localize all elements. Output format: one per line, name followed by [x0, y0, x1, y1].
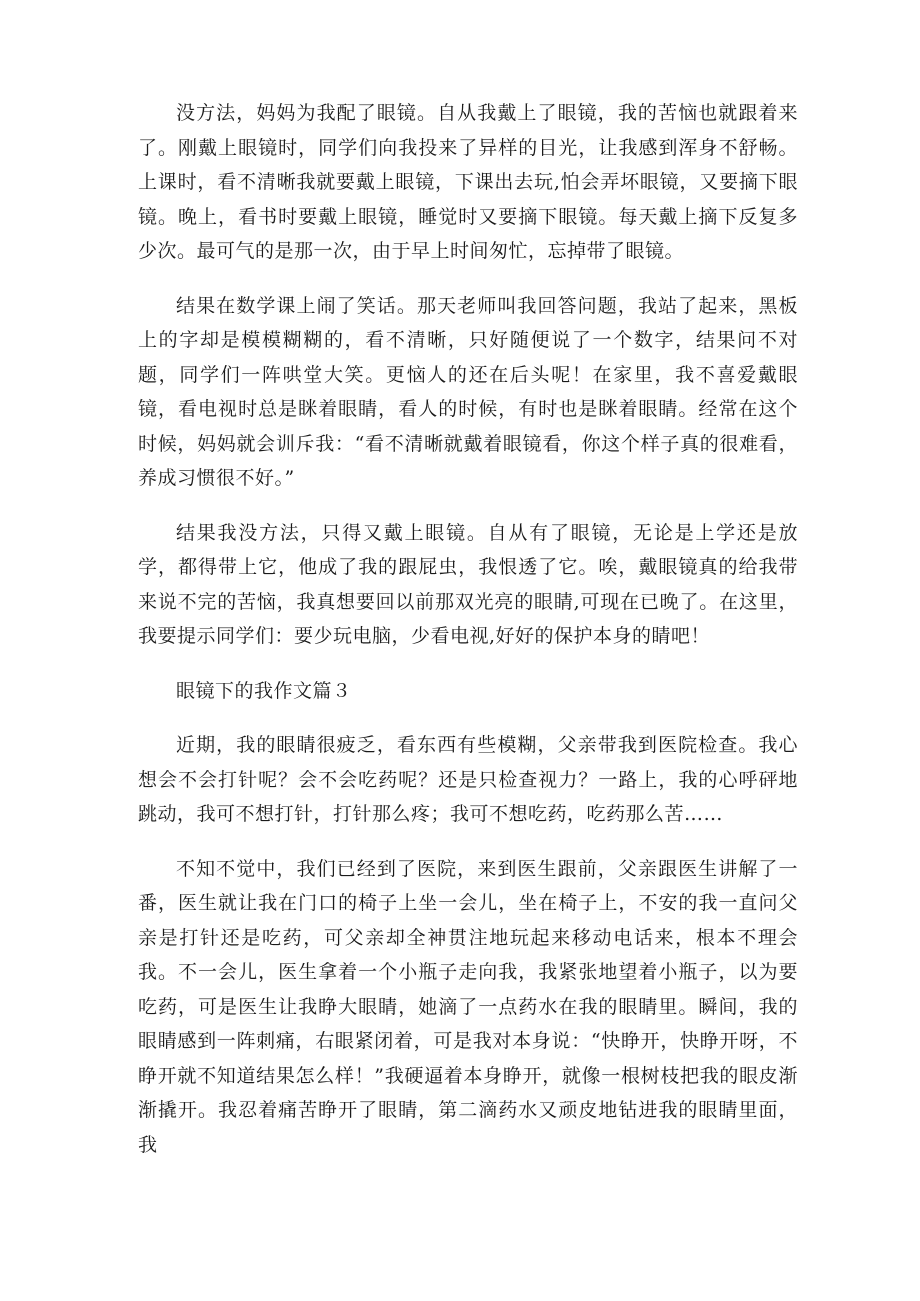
section-heading: 眼镜下的我作文篇３ [176, 679, 352, 702]
paragraph-3: 结果我没方法，只得又戴上眼镜。自从有了眼镜，无论是上学还是放学，都得带上它，他成了我的跟屁虫，我恨透了它。唉，戴眼镜真的给我带来说不完的苦恼，我真想要回以前那双光亮的眼睛,可现在已晚了。在这里，我要提示同学们：要少玩电脑，少看电视,好好的保护本身的睛吧！ [138, 521, 798, 647]
document-body [138, 96, 798, 1182]
paragraph-1: 没方法，妈妈为我配了眼镜。自从我戴上了眼镜，我的苦恼也就跟着来了。刚戴上眼镜时，同学们向我投来了异样的目光，让我感到浑身不舒畅。上课时，看不清晰我就要戴上眼镜，下课出去玩,怕会弄坏眼镜，又要摘下眼镜。晚上，看书时要戴上眼镜，睡觉时又要摘下眼镜。每天戴上摘下反复多少次。最可气的是那一次，由于早上时间匆忙，忘掉带了眼镜。 [138, 102, 798, 262]
paragraph-4: 近期，我的眼睛很疲乏，看东西有些模糊，父亲带我到医院检查。我心想会不会打针呢？会不会吃药呢？还是只检查视力？一路上，我的心呼砰地跳动，我可不想打针，打针那么疼；我可不想吃药，吃药那么苦…… [138, 734, 798, 825]
paragraph-5: 不知不觉中，我们已经到了医院，来到医生跟前，父亲跟医生讲解了一番，医生就让我在门口的椅子上坐一会儿，坐在椅子上，不安的我一直问父亲是打针还是吃药，可父亲却全神贯注地玩起来移动电话来，根本不理会我。不一会儿，医生拿着一个小瓶子走向我，我紧张地望着小瓶子，以为要吃药，可是医生让我睁大眼睛，她滴了一点药水在我的眼睛里。瞬间，我的眼睛感到一阵刺痛，右眼紧闭着，可是我对本身说：“快睁开，快睁开呀，不睁开就不知道结果怎么样！”我硬逼着本身睁开，就像一根树枝把我的眼皮渐渐撬开。我忍着痛苦睁开了眼睛，第二滴药水又顽皮地钻进我的眼睛里面，我 [138, 857, 798, 1156]
paragraph-2: 结果在数学课上闹了笑话。那天老师叫我回答问题，我站了起来，黑板上的字却是模模糊糊的，看不清晰，只好随便说了一个数字，结果问不对题，同学们一阵哄堂大笑。更恼人的还在后头呢！在家里，我不喜爱戴眼镜，看电视时总是眯着眼睛，看人的时候，有时也是眯着眼睛。经常在这个时候，妈妈就会训斥我：“看不清晰就戴着眼镜看，你这个样子真的很难看，养成习惯很不好。” [138, 294, 798, 489]
